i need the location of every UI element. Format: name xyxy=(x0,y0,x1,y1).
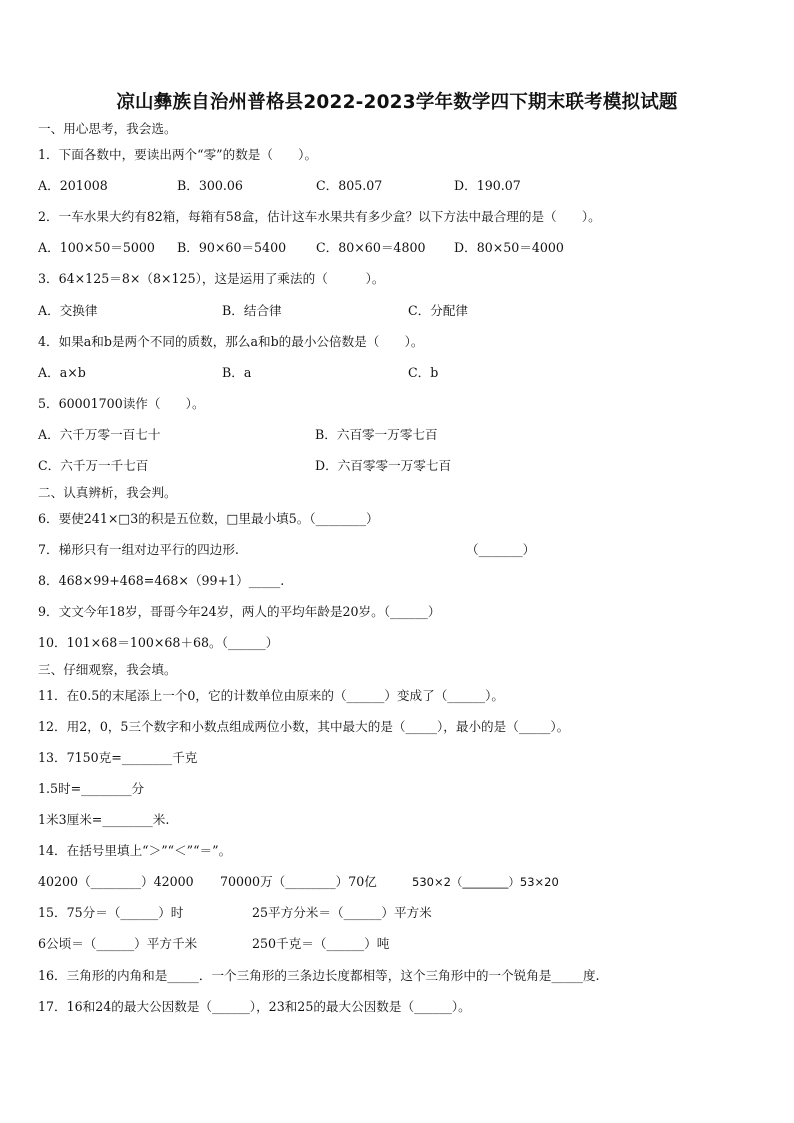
question-15-part-3: 6公顷＝（______）平方千米 xyxy=(38,936,198,951)
question-8: 8．468×99+468=468×（99+1）_____. xyxy=(38,573,285,588)
question-1: 1．下面各数中，要读出两个“零”的数是（ ）。 xyxy=(38,147,318,162)
q7-answer-blank: （_______） xyxy=(466,542,536,557)
q5-option-c: C．六千万一千七百 xyxy=(38,458,149,473)
q4-option-b: B．a xyxy=(222,365,252,380)
q5-option-d: D．六百零零一万零七百 xyxy=(315,458,452,473)
q3-option-b: B．结合律 xyxy=(222,303,282,318)
q14-compare-2: 70000万（________）70亿 xyxy=(220,874,377,889)
q3-option-c: C．分配律 xyxy=(408,303,469,318)
question-9: 9．文文今年18岁，哥哥今年24岁，两人的平均年龄是20岁。（______） xyxy=(38,604,441,619)
question-13-part-3: 1米3厘米=________米. xyxy=(38,812,170,827)
question-13-part-2: 1.5时=________分 xyxy=(38,781,145,796)
section-heading-2: 二、认真辨析，我会判。 xyxy=(38,485,177,500)
q5-option-a: A．六千万零一百七十 xyxy=(38,427,161,442)
page-title: 凉山彝族自治州普格县2022-2023学年数学四下期末联考模拟试题 xyxy=(116,92,678,113)
question-13: 13．7150克=________千克 xyxy=(38,750,198,765)
q4-option-a: A．a×b xyxy=(38,365,86,380)
q1-option-d: D．190.07 xyxy=(454,178,521,193)
q3-option-a: A．交换律 xyxy=(38,303,98,318)
question-15: 15．75分＝（______）时 xyxy=(38,905,184,920)
question-14: 14．在括号里填上“＞”“＜”“＝”。 xyxy=(38,843,232,858)
q14-compare-3: 530×2（________）53×20 xyxy=(412,875,559,889)
q2-option-b: B．90×60＝5400 xyxy=(177,240,287,255)
q1-option-a: A．201008 xyxy=(38,178,108,193)
question-5: 5．60001700读作（ ）。 xyxy=(38,396,205,411)
q5-option-b: B．六百零一万零七百 xyxy=(315,427,438,442)
question-16: 16．三角形的内角和是_____．一个三角形的三条边长度都相等，这个三角形中的一个锐角是_____度. xyxy=(38,968,600,983)
q14-compare-1: 40200（________）42000 xyxy=(38,874,194,889)
q1-option-b: B．300.06 xyxy=(177,178,243,193)
q1-option-c: C．805.07 xyxy=(316,178,383,193)
question-3: 3．64×125＝8×（8×125），这是运用了乘法的（ ）。 xyxy=(38,271,385,286)
q15-part-2: 25平方分米＝（______）平方米 xyxy=(252,905,432,920)
question-12: 12．用2，0，5三个数字和小数点组成两位小数，其中最大的是（_____），最小的是（_____）。 xyxy=(38,719,570,734)
question-2: 2．一车水果大约有82箱，每箱有58盒，估计这车水果共有多少盒？以下方法中最合理的是（ ）。 xyxy=(38,209,601,224)
question-7: 7．梯形只有一组对边平行的四边形. xyxy=(38,542,239,557)
question-11: 11．在0.5的末尾添上一个0，它的计数单位由原来的（______）变成了（______）。 xyxy=(38,688,504,703)
section-heading-1: 一、用心思考，我会选。 xyxy=(38,121,177,136)
question-17: 17．16和24的最大公因数是（______），23和25的最大公因数是（______）。 xyxy=(38,999,471,1014)
section-heading-3: 三、仔细观察，我会填。 xyxy=(38,662,177,677)
q15-part-4: 250千克＝（______）吨 xyxy=(252,936,390,951)
q2-option-c: C．80×60＝4800 xyxy=(316,240,426,255)
q2-option-a: A．100×50＝5000 xyxy=(38,240,155,255)
question-6: 6．要使241×□3的积是五位数，□里最小填5。（________） xyxy=(38,511,379,526)
q4-option-c: C．b xyxy=(408,365,439,380)
question-4: 4．如果a和b是两个不同的质数，那么a和b的最小公倍数是（ ）。 xyxy=(38,334,424,349)
q2-option-d: D．80×50＝4000 xyxy=(454,240,564,255)
question-10: 10．101×68＝100×68＋68。（______） xyxy=(38,635,279,650)
